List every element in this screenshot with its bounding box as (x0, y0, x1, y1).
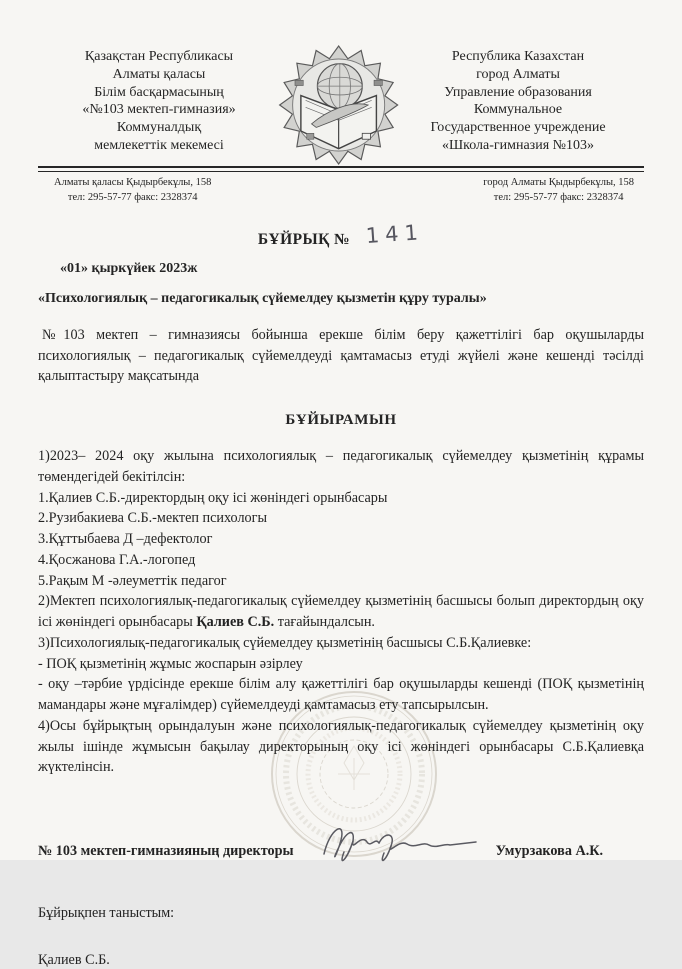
double-divider-line (38, 166, 644, 172)
letterhead-kk-line: Коммуналдық (116, 120, 202, 136)
director-title-label: № 103 мектеп-гимназияның директоры (38, 843, 294, 860)
acknowledged-by-name: Қалиев С.Б. (38, 952, 110, 969)
director-name: Умурзакова А.К. (495, 843, 604, 860)
address-russian (483, 176, 634, 205)
letterhead-kk-line: мемлекеттік мекемесі (94, 137, 224, 153)
signature-row (38, 830, 644, 873)
address-line: Алматы қаласы Қыдырбекұлы, 158 (54, 177, 212, 188)
letterhead-ru-line: Государственное учреждение (430, 120, 606, 136)
letterhead-ru-line: Управление образования (444, 84, 592, 100)
appointed-name-bold: Қалиев С.Б. (196, 614, 275, 631)
member-item: 1.Қалиев С.Б.-директордың оқу ісі жөніндегі орынбасары (38, 489, 388, 506)
order-body (38, 446, 644, 778)
address-line: тел: 295-57-77 факс: 2328374 (67, 191, 198, 203)
director-signature-icon (316, 816, 486, 873)
acknowledgement-label: Бұйрықпен таныстым: (38, 905, 175, 922)
letterhead-ru-line: город Алматы (476, 66, 560, 82)
body-paragraph-4: 4)Осы бұйрықтың орындалуын және психологиялық-педагогикалық сүйемелдеу қызметінің оқу жылы ішінде жұмысын бақылау директорының оқу ісі жөніндегі орынбасары С.Б.Қалиевқа жүктелінсін. (38, 717, 644, 776)
order-number-handwritten: 141 (365, 220, 425, 249)
address-kazakh (54, 176, 211, 205)
task-bullet: - ПОҚ қызметінің жұмыс жоспарын әзірлеу (38, 655, 303, 672)
school-emblem-icon (280, 46, 398, 164)
address-line: тел: 295-57-77 факс: 2328374 (493, 191, 624, 203)
member-item: 4.Қосжанова Г.А.-логопед (38, 551, 196, 568)
order-title (38, 220, 644, 249)
letterhead-russian (392, 48, 644, 155)
letterhead-ru-line: Республика Казахстан (451, 49, 585, 64)
order-preamble: №103 мектеп – гимназиясы бойынша ерекше білім беру қажеттілігі бар оқушыларды психологиялық – педагогикалық сүйемелдеуді қамтамасыз етуді жүйелі және кешенді тәсілді қалыптастыру мақсатында (38, 327, 644, 384)
address-row (38, 176, 644, 205)
letterhead-kk-line: «№103 мектеп-гимназия» (82, 102, 236, 118)
member-item: 3.Құттыбаева Д –дефектолог (38, 531, 213, 548)
body-paragraph-2-text: тағайындалсын. (274, 614, 375, 631)
order-subject: «Психологиялық – педагогикалық сүйемелдеу қызметін құру туралы» (38, 291, 487, 307)
letterhead-kk-line: Қазақстан Республикасы (84, 49, 234, 64)
member-item: 5.Рақым М -әлеуметтік педагог (38, 572, 227, 589)
letterhead-kk-line: Білім басқармасының (94, 84, 224, 100)
body-paragraph-3: 3)Психологиялық-педагогикалық сүйемелдеу қызметінің басшысы С.Б.Қалиевке: (38, 634, 532, 651)
body-paragraph-2 (38, 591, 644, 632)
task-bullet: - оқу –тәрбие үрдісінде ерекше білім алу қажеттілігі бар оқушыларды кешенді (ПОҚ қызметінің мамандары және мұғалімдер) сүйемелдеуді қамтамасыз ету тапсырылсын. (38, 676, 644, 714)
signature-block (38, 830, 644, 969)
letterhead-kazakh (38, 48, 280, 155)
resolution-heading: БҰЙЫРАМЫН (285, 412, 397, 429)
letterhead-ru-line: «Школа-гимназия №103» (441, 137, 594, 153)
letterhead-ru-line: Коммунальное (473, 102, 563, 118)
order-date: «01» қыркүйек 2023ж (60, 261, 198, 277)
member-item: 2.Рузибакиева С.Б.-мектеп психологы (38, 510, 267, 527)
body-paragraph-1: 1)2023– 2024 оқу жылына психологиялық – педагогикалық сүйемелдеу қызметінің құрамы төмендегідей бекітілсін: (38, 448, 644, 485)
order-title-label: БҰЙРЫҚ № (257, 231, 350, 249)
address-line: город Алматы Қыдырбекұлы, 158 (483, 177, 634, 188)
letterhead (38, 48, 644, 160)
letterhead-kk-line: Алматы қаласы (112, 66, 206, 82)
body-paragraph-2-text: 2)Мектеп психологиялық-педагогикалық сүйемелдеу қызметінің басшысы болып директордың оқу ісі жөніндегі орынбасары (38, 593, 644, 631)
